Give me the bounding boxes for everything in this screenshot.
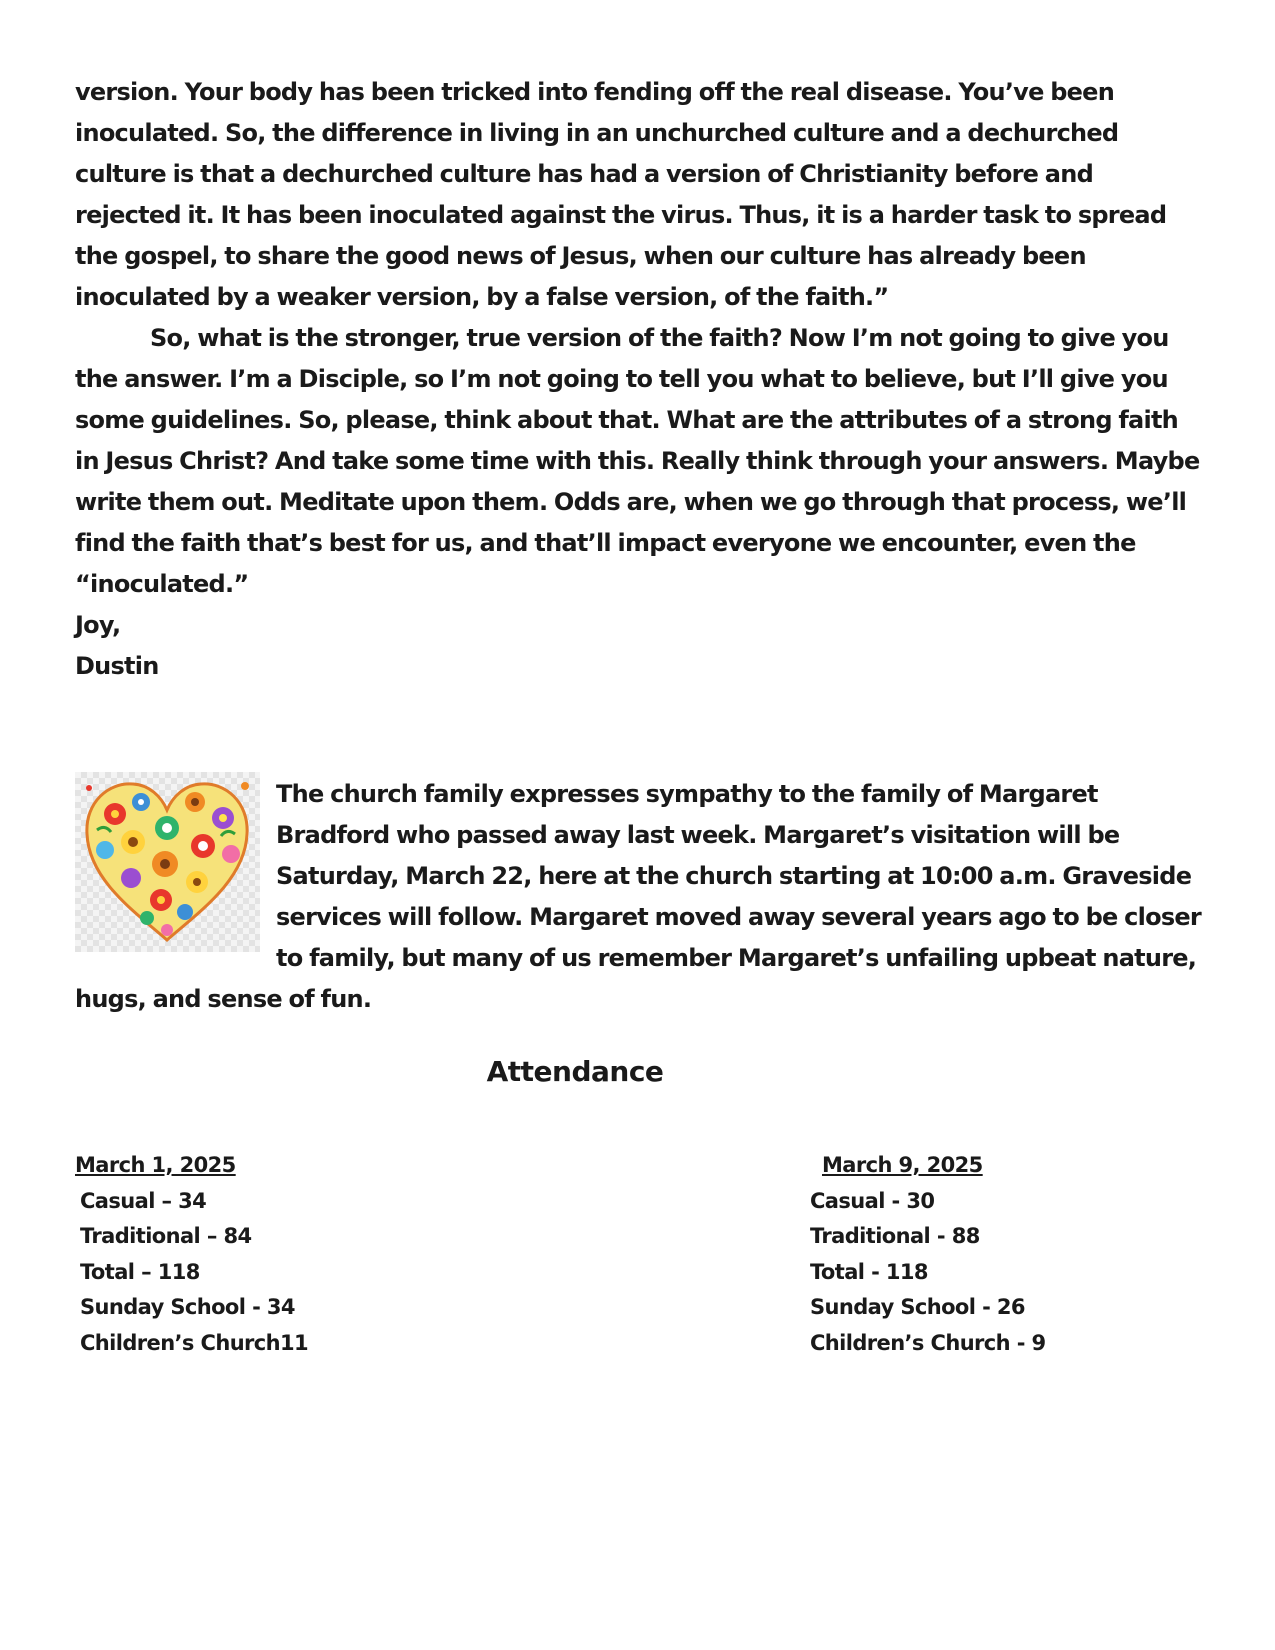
attendance-row: Traditional – 84 — [80, 1224, 252, 1248]
attendance-title: Attendance — [486, 1055, 664, 1088]
signature: Dustin — [75, 652, 159, 680]
sympathy-text: The church family expresses sympathy to the family of Margaret Bradford who passed away last week. Margaret’s visitation will be Saturday, March 22, here at the church starting at 10:00 a.m. Graveside services will follow. Margaret moved away several years ago to be closer to family, but many of us remember Margaret’s unfailing upbeat nature, hugs, and sense of fun. — [75, 780, 1201, 1013]
article — [75, 72, 1205, 687]
floral-heart-icon — [75, 772, 260, 952]
article-paragraph: version. Your body has been tricked into fending off the real disease. You’ve been inoculated. So, the difference in living in an unchurched culture and a dechurched culture is that a dechurched culture has had a version of Christianity before and rejected it. It has been inoculated against the virus. Thus, it is a harder task to spread the gospel, to share the good news of Jesus, when our culture has already been inoculated by a weaker version, by a false version, of the faith.” — [75, 78, 1167, 311]
attendance-row: Casual - 30 — [810, 1188, 935, 1213]
sympathy-notice — [75, 774, 1205, 1020]
attendance-row: Children’s Church11 — [80, 1330, 309, 1355]
article-paragraph: So, what is the stronger, true version of the faith? Now I’m not going to give you the answer. I’m a Disciple, so I’m not going to tell you what to believe, but I’ll give you some guidelines. So, please, think about that. What are the attributes of a strong faith in Jesus Christ? And take some time with this. Really think through your answers. Maybe write them out. Meditate upon them. Odds are, when we go through that process, we’ll find the faith that’s best for us, and that’ll impact everyone we encounter, even the “inoculated.” — [75, 324, 1200, 598]
attendance-column-march-9 — [810, 1148, 1046, 1361]
article-body — [75, 72, 1205, 687]
attendance-row: Total - 118 — [810, 1259, 928, 1284]
attendance-column-march-1 — [75, 1148, 308, 1361]
attendance-row: Children’s Church - 9 — [810, 1330, 1046, 1355]
attendance-row: Total – 118 — [80, 1259, 200, 1284]
attendance-date: March 9, 2025 — [822, 1153, 983, 1177]
attendance-row: Casual – 34 — [80, 1188, 207, 1213]
attendance-row: Sunday School - 26 — [810, 1295, 1025, 1319]
closing: Joy, — [75, 611, 121, 639]
attendance-row: Traditional - 88 — [810, 1224, 980, 1248]
attendance-date: March 1, 2025 — [75, 1153, 236, 1177]
attendance-row: Sunday School - 34 — [80, 1295, 295, 1319]
